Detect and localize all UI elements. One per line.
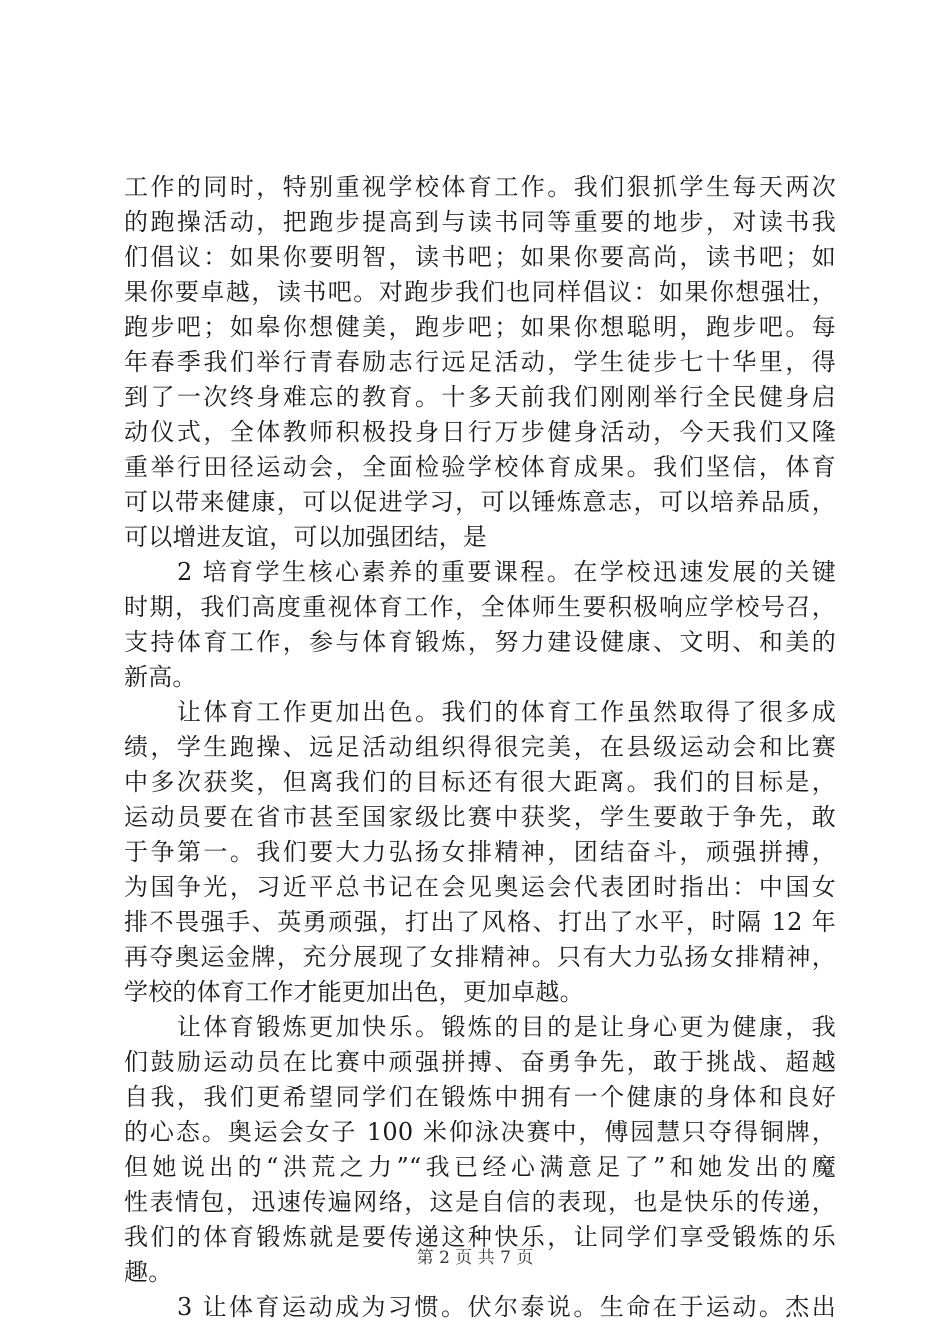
text-line: 果你要卓越，读书吧。对跑步我们也同样倡议：如果你想强壮， (124, 278, 836, 306)
text-line: 年春季我们举行青春励志行远足活动，学生徒步七十华里，得 (124, 348, 836, 376)
text-line: 于争第一。我们要大力弘扬女排精神，团结奋斗，顽强拼搏， (124, 838, 836, 866)
text-line: 动仪式，全体教师积极投身日行万步健身活动，今天我们又隆 (124, 418, 836, 446)
text-line: 3 让体育运动成为习惯。伏尔泰说。生命在于运动。杰出 (124, 1293, 836, 1321)
text-line: 2 培育学生核心素养的重要课程。在学校迅速发展的关键 (124, 558, 836, 586)
text-line: 排不畏强手、英勇顽强，打出了风格、打出了水平，时隔 12 年 (124, 908, 836, 936)
text-line: 趣。 (124, 1258, 173, 1286)
text-line: 让体育工作更加出色。我们的体育工作虽然取得了很多成 (124, 698, 836, 726)
text-line: 们倡议：如果你要明智，读书吧；如果你要高尚，读书吧；如 (124, 243, 836, 271)
text-line: 重举行田径运动会，全面检验学校体育成果。我们坚信，体育 (124, 453, 836, 481)
text-line: 但她说出的“洪荒之力”“我已经心满意足了”和她发出的魔 (124, 1153, 836, 1181)
document-body (124, 170, 836, 1325)
text-line: 的跑操活动，把跑步提高到与读书同等重要的地步，对读书我 (124, 208, 836, 236)
text-line: 为国争光，习近平总书记在会见奥运会代表团时指出：中国女 (124, 873, 836, 901)
text-line: 时期，我们高度重视体育工作，全体师生要积极响应学校号召， (124, 593, 836, 621)
text-line: 们鼓励运动员在比赛中顽强拼搏、奋勇争先，敢于挑战、超越 (124, 1048, 836, 1076)
text-line: 绩，学生跑操、远足活动组织得很完美，在县级运动会和比赛 (124, 733, 836, 761)
text-line: 再夺奥运金牌，充分展现了女排精神。只有大力弘扬女排精神， (124, 943, 836, 971)
text-line: 运动员要在省市甚至国家级比赛中获奖，学生要敢于争先，敢 (124, 803, 836, 831)
text-line: 让体育锻炼更加快乐。锻炼的目的是让身心更为健康，我 (124, 1013, 836, 1041)
text-line: 中多次获奖，但离我们的目标还有很大距离。我们的目标是， (124, 768, 836, 796)
text-line: 新高。 (124, 663, 197, 691)
text-line: 支持体育工作，参与体育锻炼，努力建设健康、文明、和美的 (124, 628, 836, 656)
text-line: 可以带来健康，可以促进学习，可以锤炼意志，可以培养品质， (124, 488, 836, 516)
text-line: 自我，我们更希望同学们在锻炼中拥有一个健康的身体和良好 (124, 1083, 836, 1111)
text-line: 跑步吧；如皋你想健美，跑步吧；如果你想聪明，跑步吧。每 (124, 313, 836, 341)
text-line: 可以增进友谊，可以加强团结，是 (124, 523, 487, 551)
text-line: 我们的体育锻炼就是要传递这种快乐，让同学们享受锻炼的乐 (124, 1223, 836, 1251)
text-line: 性表情包，迅速传遍网络，这是自信的表现，也是快乐的传递， (124, 1188, 836, 1216)
text-line: 的心态。奥运会女子 100 米仰泳决赛中，傅园慧只夺得铜牌， (124, 1118, 836, 1146)
text-line: 学校的体育工作才能更加出色，更加卓越。 (124, 978, 584, 1006)
text-line: 工作的同时，特别重视学校体育工作。我们狠抓学生每天两次 (124, 173, 836, 201)
page-footer: 第 2 页 共 7 页 (416, 1248, 534, 1268)
text-line: 到了一次终身难忘的教育。十多天前我们刚刚举行全民健身启 (124, 383, 836, 411)
